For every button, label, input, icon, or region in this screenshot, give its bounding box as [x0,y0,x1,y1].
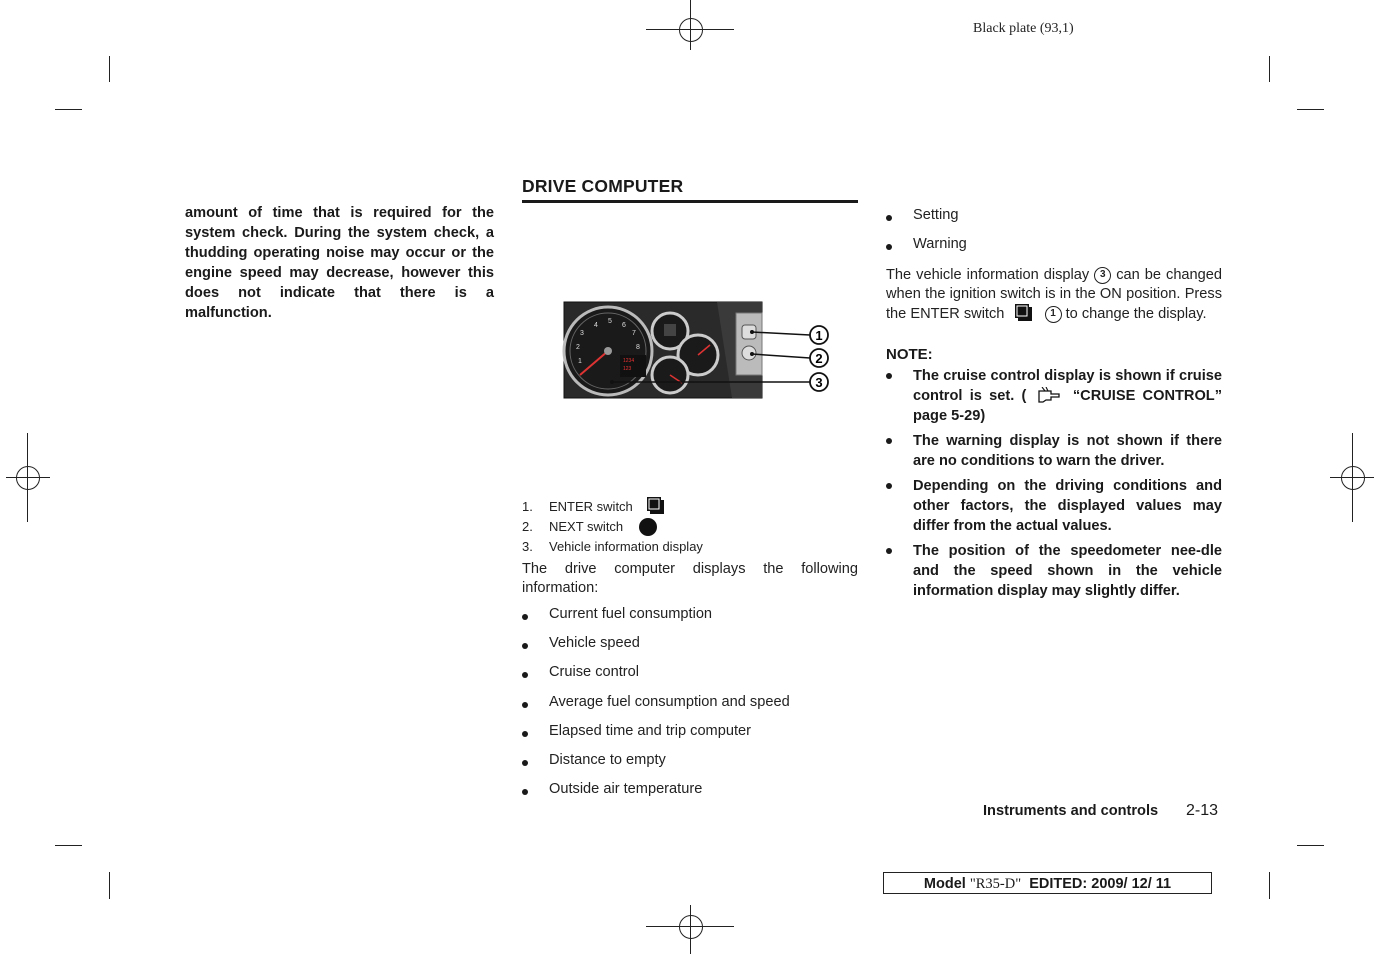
note-item: The position of the speedometer nee-dle and the speed shown in the vehicle information display may slightly differ. [886,541,1222,601]
continued-text: amount of time that is required for the system check. During the system check, a thudding operating noise may occur or the engine speed may decrease, however this does not indicate that there is a malfunction. [185,205,494,321]
enter-switch-icon [1014,303,1034,323]
svg-text:2: 2 [815,351,823,366]
instrument-cluster-illustration [522,215,858,455]
reference-hand-icon [1037,387,1063,403]
bullet-dot [522,731,528,737]
page-number: 2-13 [1186,802,1219,819]
svg-text:3: 3 [815,375,823,390]
info-list-item: Average fuel consumption and speed [522,694,885,710]
info-list-item: Setting [886,207,1249,223]
callout-1 [810,326,828,344]
info-list-item: Distance to empty [522,752,885,768]
next-switch-icon [639,518,657,536]
figure-captions [522,496,858,557]
tach-number: 7 [632,330,636,337]
tach-number: 4 [594,322,598,329]
callout-2 [810,349,828,367]
svg-text:1: 1 [815,328,823,343]
tach-number: 6 [622,322,626,329]
ref-number-1: 1 [1045,306,1062,323]
model-edit-box: Model "R35-D" EDITED: 2009/ 12/ 11 [883,872,1212,894]
info-list-item: Warning [886,236,1249,252]
bullet-dot [886,438,892,444]
display-change-paragraph: The vehicle information display 3 can be changed when the ignition switch is in the ON position. Press the ENTER switch 1 to change the display. [886,267,1223,322]
bullet-dot [522,702,528,708]
note-item: The warning display is not shown if there are no conditions to warn the driver. [886,431,1222,471]
next-switch-illustration [742,346,756,360]
bullet-dot [522,789,528,795]
caption-item: 1. ENTER switch [522,496,858,517]
bullet-dot [522,614,528,620]
bullet-dot [886,215,892,221]
bullet-dot [522,672,528,678]
bullet-dot [886,373,892,379]
bullet-dot [886,548,892,554]
plate-label: Black plate (93,1) [973,21,1074,36]
instrument-cluster-figure [522,215,858,455]
note-title: NOTE: [886,346,933,363]
info-list-item: Outside air temperature [522,781,885,797]
caption-item: 2. NEXT switch [522,517,858,537]
intro-paragraph: The drive computer displays the following information: [522,561,858,596]
tach-number: 1 [578,358,582,365]
bullet-dot [522,760,528,766]
bullet-dot [886,483,892,489]
bullet-dot [886,244,892,250]
section-heading: DRIVE COMPUTER [522,176,858,203]
bullet-dot [522,643,528,649]
note-list [886,366,1222,606]
svg-text:1234: 1234 [623,358,635,364]
tach-number: 8 [636,344,640,351]
note-item: The cruise control display is shown if cruise control is set. ( “CRUISE CONTROL” page 5-29) [886,366,1222,426]
callout-3 [810,373,828,391]
tach-number: 3 [580,330,584,337]
info-list-item: Cruise control [522,664,885,680]
note-item: Depending on the driving conditions and other factors, the displayed values may differ from the actual values. [886,476,1222,536]
info-list-item: Current fuel consumption [522,606,885,622]
enter-switch-icon [646,496,666,516]
ref-number-3: 3 [1094,267,1111,284]
footer-section-title: Instruments and controls [983,803,1159,819]
svg-text:123: 123 [623,366,632,372]
tach-number: 5 [608,318,612,325]
info-list-item: Elapsed time and trip computer [522,723,885,739]
info-list-item: Vehicle speed [522,635,885,651]
caption-item: 3. Vehicle information display [522,539,703,554]
tach-number: 2 [576,344,580,351]
